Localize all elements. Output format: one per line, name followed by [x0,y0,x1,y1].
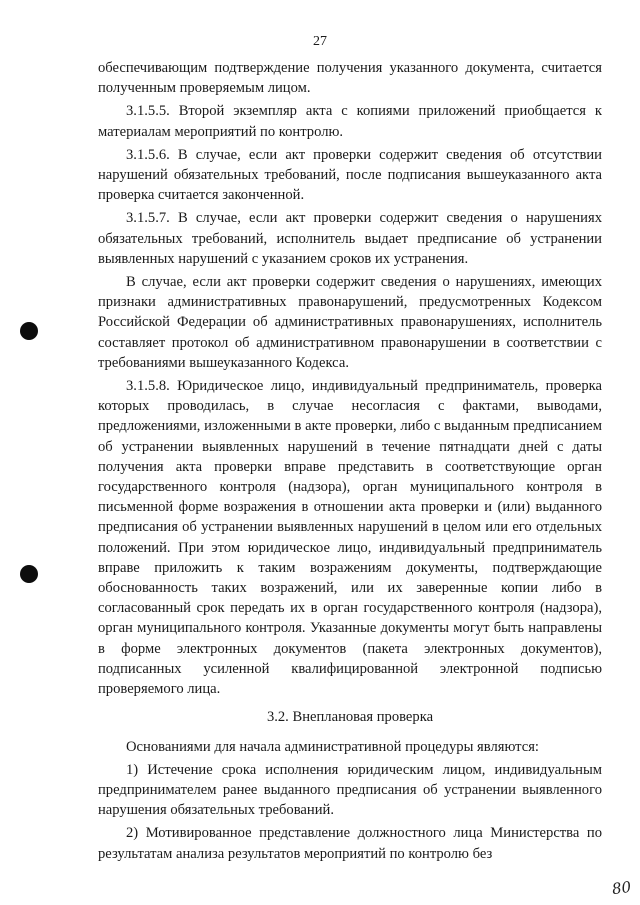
paragraph: Основаниями для начала административной процедуры являются: [126,738,539,755]
punch-hole-icon [20,322,38,340]
paragraph: 3.1.5.7. В случае, если акт проверки содержит сведения о нарушениях обязательных требований, исполнитель выдает предписание об устранении выявленных нарушений с указанием сроков их устранения. [98,210,602,267]
section-heading: 3.2. Внеплановая проверка [266,709,434,726]
paragraph: 3.1.5.8. Юридическое лицо, индивидуальный предприниматель, проверка которых проводилась, в случае несогласия с фактами, выводами, предложениями, изложенными в акте проверки, либо с выданным предписанием об устранении выявленных нарушений в течение пятнадцати дней с даты получения акта проверки вправе представить в соответствующие орган государственного контроля (надзора), орган муниципального контроля в письменной форме возражения в отношении акта проверки и (или) выданного предписания об устранении выявленных нарушений в целом или его отдельных положений. При этом юридическое лицо, индивидуальный предприниматель вправе приложить к таким возражениям документы, подтверждающие обоснованность таких возражений, или их заверенные копии либо в согласованный срок передать их в орган государственного контроля (надзора), орган муниципального контроля. Указанные документы могут быть направлены в форме электронных документов (пакета электронных документов), подписанных усиленной квалифицированной электронной подписью проверяемого лица. [98,378,602,698]
paragraph: В случае, если акт проверки содержит сведения о нарушениях, имеющих признаки административных правонарушений, предусмотренных Кодексом Российской Федерации об административных правонарушениях, исполнитель составляет протокол об административном правонарушении в соответствии с требованиями вышеуказанного Кодекса. [98,274,602,371]
paragraph: 1) Истечение срока исполнения юридическим лицом, индивидуальным предпринимателем ранее выданного предписания об устранении выявленного нарушения обязательных требований. [98,761,602,819]
paragraph: 2) Мотивированное представление должностного лица Министерства по результатам анализа результатов мероприятий по контролю без [98,825,602,862]
document-body [98,58,602,867]
handwritten-page-mark: 80 [610,877,633,899]
paragraph: 3.1.5.6. В случае, если акт проверки содержит сведения об отсутствии нарушений обязательных требований, после подписания вышеуказанного акта проверка считается законченной. [98,146,602,204]
paragraph: 3.1.5.5. Второй экземпляр акта с копиями приложений приобщается к материалам мероприятий по контролю. [98,103,602,140]
page-number: 27 [313,34,327,49]
punch-hole-icon [20,565,38,583]
paragraph: обеспечивающим подтверждение получения указанного документа, считается полученным проверяемым лицом. [98,60,602,97]
